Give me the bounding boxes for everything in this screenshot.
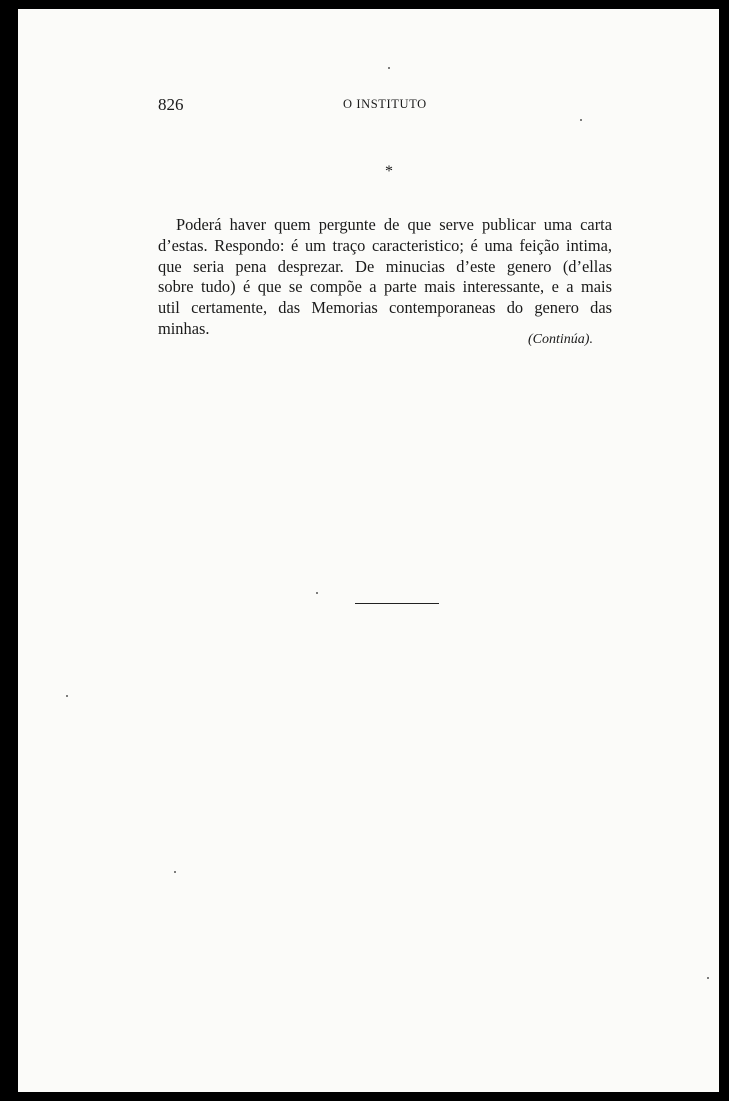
paper-speck — [707, 977, 709, 979]
paragraph-line: Poderá haver quem pergunte de que serve publicar uma carta — [176, 215, 612, 234]
page-number: 826 — [158, 95, 184, 114]
paper-speck — [580, 119, 582, 121]
paper-speck — [316, 592, 318, 594]
document-page — [18, 9, 719, 1092]
paragraph-line: minhas. — [158, 318, 210, 338]
running-title: O INSTITUTO — [343, 97, 427, 111]
paragraph-line: sobre tudo) é que se compõe a parte mais interessante, e a mais — [158, 277, 612, 297]
continuation-note: (Continúa). — [528, 332, 593, 347]
paper-speck — [66, 695, 68, 697]
paper-speck — [388, 67, 390, 69]
body-paragraph — [158, 215, 612, 340]
paragraph-line: que seria pena desprezar. De minucias d’este genero (d’ellas — [158, 256, 612, 276]
end-rule — [355, 603, 439, 604]
paragraph-line: util certamente, das Memorias contemporaneas do genero das — [158, 298, 612, 318]
paragraph-line: d’estas. Respondo: é um traço caracteristico; é uma feição intima, — [158, 235, 612, 255]
section-asterisk: * — [385, 163, 393, 180]
paper-speck — [174, 871, 176, 873]
